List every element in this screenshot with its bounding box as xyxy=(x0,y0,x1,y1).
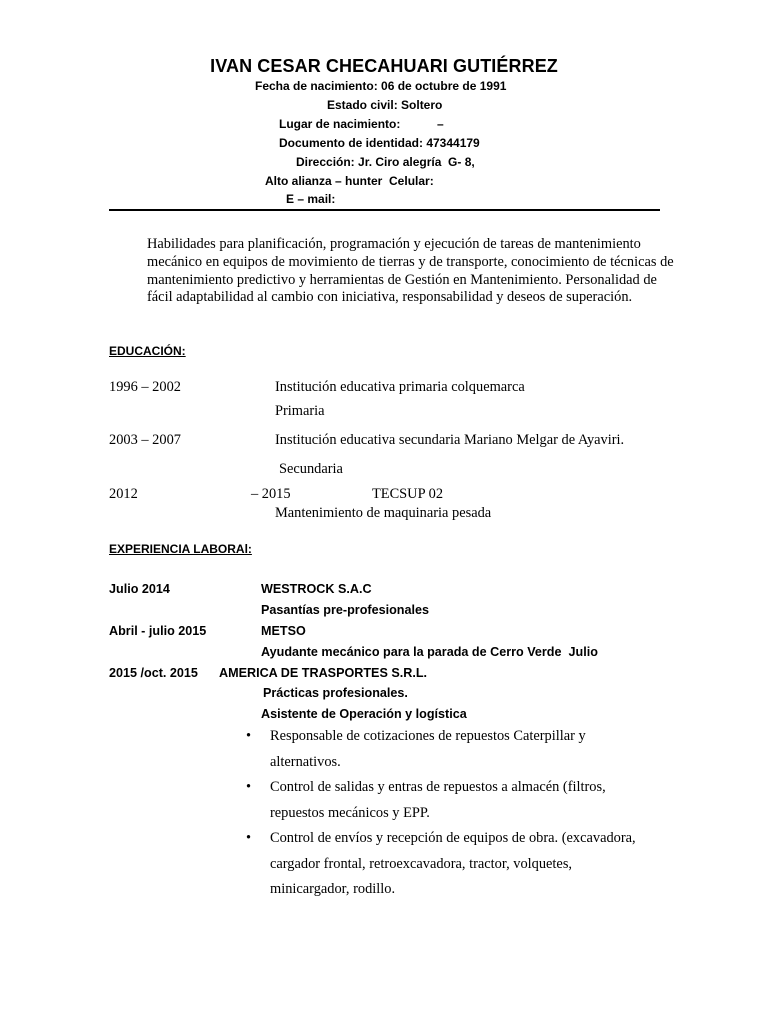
edu-level-1: Primaria xyxy=(275,403,325,419)
exp-company-1: WESTROCK S.A.C xyxy=(261,582,372,596)
bullet-icon: • xyxy=(246,830,252,846)
bullet-icon: • xyxy=(246,779,252,795)
exp-role-3: Prácticas profesionales. xyxy=(263,686,408,700)
exp-role-3b: Asistente de Operación y logística xyxy=(261,707,467,721)
address: Dirección: Jr. Ciro alegría G- 8, xyxy=(296,155,475,169)
exp-company-2: METSO xyxy=(261,624,306,638)
email-label: E – mail: xyxy=(286,192,336,206)
bullet-icon: • xyxy=(246,728,252,744)
edu-years-2: 2003 – 2007 xyxy=(109,432,181,448)
duty-text: Control de salidas y entras de repuestos a almacén (filtros, repuestos mecánicos y EPP. xyxy=(270,779,606,821)
edu-year-end-3: – 2015 xyxy=(251,486,291,502)
duties-list xyxy=(246,724,646,903)
exp-date-1: Julio 2014 xyxy=(109,582,170,596)
edu-institution-2: Institución educativa secundaria Mariano Melgar de Ayaviri. xyxy=(275,432,625,448)
education-heading: EDUCACIÓN: xyxy=(109,344,186,358)
edu-institution-3: TECSUP 02 xyxy=(372,486,444,502)
exp-company-3: AMERICA DE TRASPORTES S.R.L. xyxy=(219,666,428,680)
edu-year-start-3: 2012 xyxy=(109,486,138,502)
header-divider xyxy=(109,209,660,211)
birth-place: Lugar de nacimiento: – xyxy=(279,117,444,131)
duty-text: Responsable de cotizaciones de repuestos Caterpillar y alternativos. xyxy=(270,728,586,770)
civil-status: Estado civil: Soltero xyxy=(327,98,443,112)
list-item xyxy=(246,775,646,826)
edu-program-3: Mantenimiento de maquinaria pesada xyxy=(275,505,492,521)
profile-summary: Habilidades para planificación, programación y ejecución de tareas de mantenimiento mecánico en equipos de movimiento de tierras y de transporte, conocimiento de técnicas de mantenimiento predictivo y herramientas de Gestión en Mantenimiento. Personalidad de fácil adaptabilidad al cambio con iniciativa, responsabilidad y deseos de superación. xyxy=(147,236,674,306)
exp-role-2: Ayudante mecánico para la parada de Cerro Verde Julio xyxy=(261,645,598,659)
edu-institution-1: Institución educativa primaria colquemarca xyxy=(275,379,525,395)
id-document: Documento de identidad: 47344179 xyxy=(279,136,480,150)
exp-date-3: 2015 /oct. 2015 xyxy=(109,666,198,680)
birth-date: Fecha de nacimiento: 06 de octubre de 1991 xyxy=(255,79,507,93)
duty-text: Control de envíos y recepción de equipos de obra. (excavadora, cargador frontal, retroexcavadora, tractor, volquetes, minicargador, rodillo. xyxy=(270,830,636,897)
candidate-name: IVAN CESAR CHECAHUARI GUTIÉRREZ xyxy=(210,56,558,76)
list-item xyxy=(246,724,646,775)
exp-role-1: Pasantías pre-profesionales xyxy=(261,603,429,617)
experience-heading: EXPERIENCIA LABORAl: xyxy=(109,542,252,556)
list-item xyxy=(246,826,646,903)
edu-level-2: Secundaria xyxy=(279,461,343,477)
exp-date-2: Abril - julio 2015 xyxy=(109,624,207,638)
address-phone: Alto alianza – hunter Celular: xyxy=(265,174,434,188)
edu-years-1: 1996 – 2002 xyxy=(109,379,181,395)
